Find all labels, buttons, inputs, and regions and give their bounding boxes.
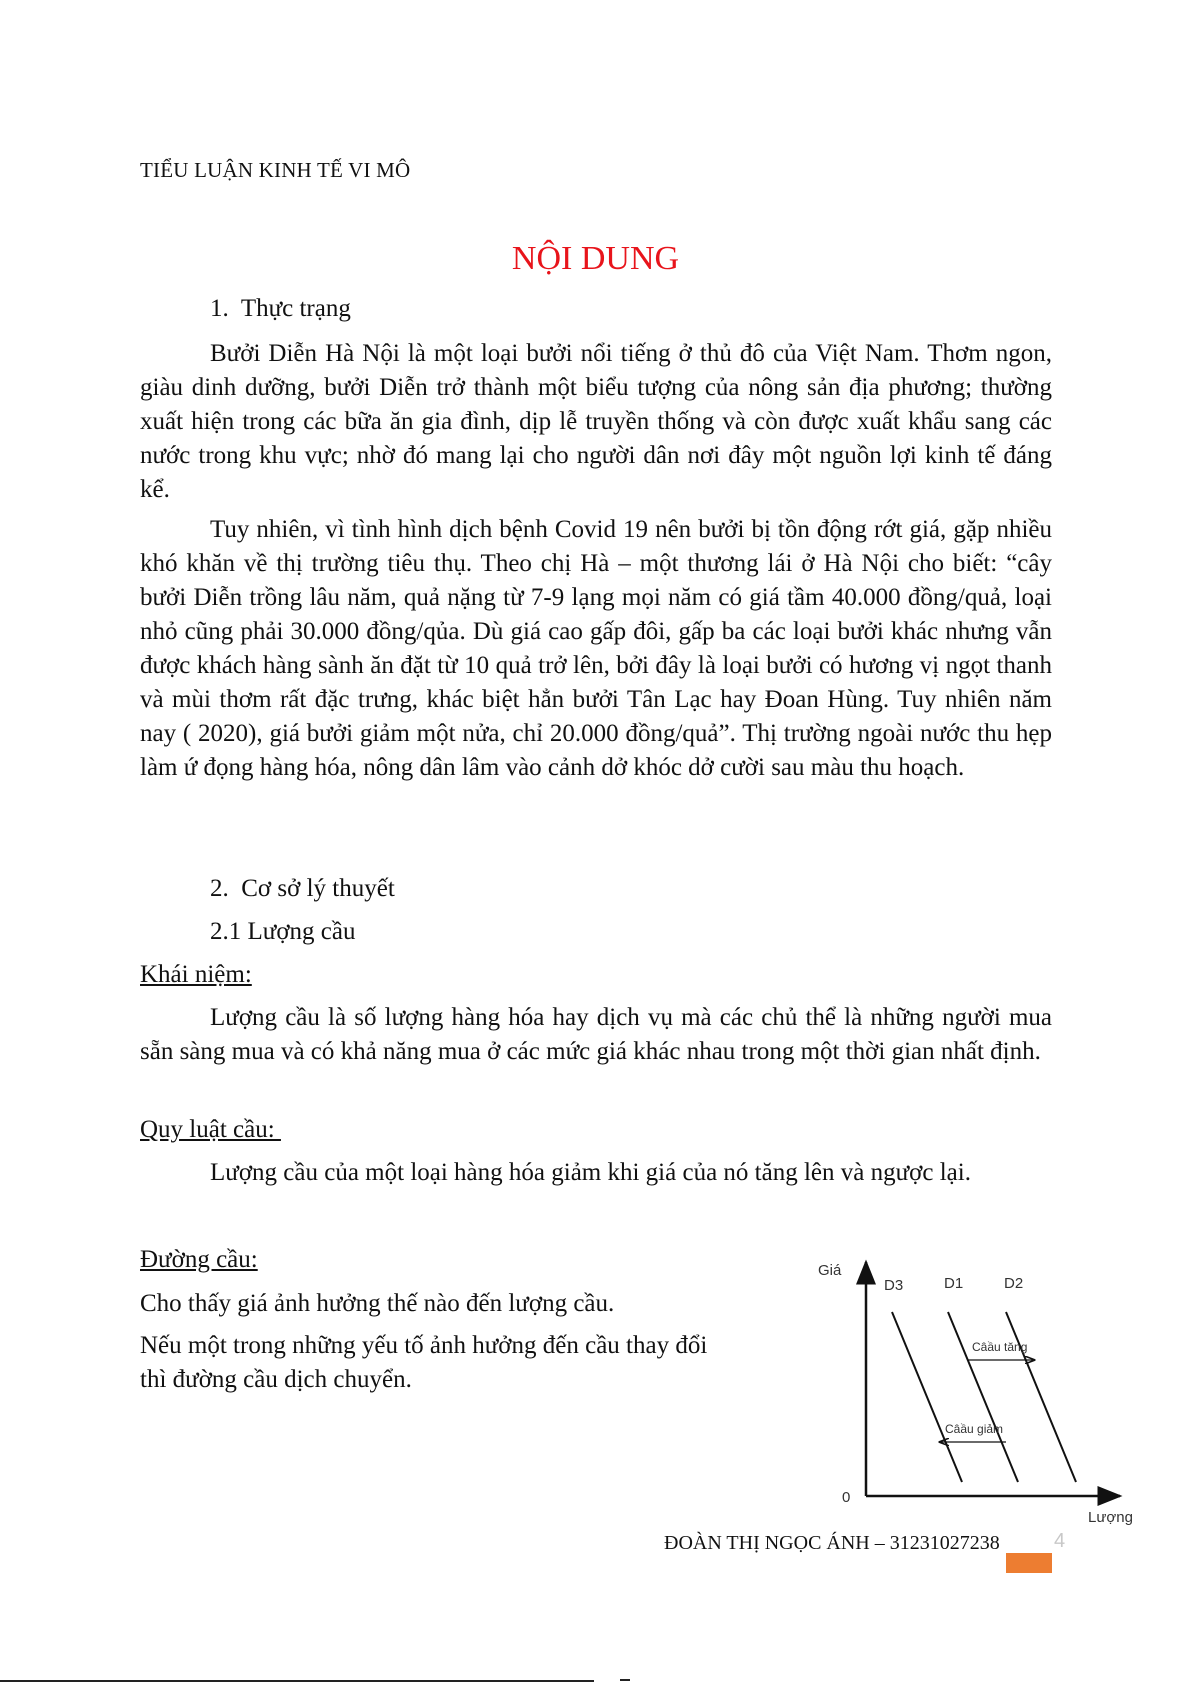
page-number: 4	[1054, 1530, 1066, 1552]
footer-author: ĐOÀN THỊ NGỌC ÁNH – 31231027238	[664, 1532, 1000, 1554]
page-title: NỘI DUNG	[511, 240, 680, 277]
demand-curve-d2	[1006, 1312, 1076, 1482]
origin-label: 0	[842, 1489, 851, 1506]
demand-curve-d1	[948, 1312, 1018, 1482]
section-1-title: Thực trạng	[240, 295, 351, 322]
demand-curve-chart	[810, 1250, 1150, 1530]
curve-description-1: Cho thấy giá ảnh hưởng thế nào đến lượng cầu.	[140, 1290, 615, 1317]
section-2-number: 2.	[210, 875, 229, 902]
section-2-heading	[210, 875, 395, 903]
footer-accent-bar	[1006, 1553, 1052, 1573]
subsection-2-1-heading: 2.1 Lượng cầu	[210, 918, 356, 945]
concept-text: Lượng cầu là số lượng hàng hóa hay dịch vụ mà các chủ thể là những người mua sẵn sàng mua và có khả năng mua ở các mức giá khác nhau trong một thời gian nhất định.	[140, 1004, 1052, 1065]
section-1-heading	[210, 295, 351, 323]
demand-curves	[892, 1312, 1076, 1482]
curve-label: Đường cầu:	[140, 1246, 258, 1273]
section-2-title: Cơ sở lý thuyết	[241, 875, 395, 902]
annotation-decrease: Câầu giảm	[945, 1422, 1004, 1436]
demand-curve-d3	[892, 1312, 962, 1482]
section-1-number: 1.	[210, 295, 229, 322]
page-header: TIỂU LUẬN KINH TẾ VI MÔ	[140, 158, 411, 182]
bottom-rule	[0, 1680, 594, 1682]
annotation-increase: Câầu tăng	[972, 1340, 1028, 1354]
law-label: Quy luật cầu:	[140, 1116, 281, 1143]
concept-label: Khái niệm:	[140, 961, 252, 988]
law-text: Lượng cầu của một loại hàng hóa giảm khi giá của nó tăng lên và ngược lại.	[210, 1159, 971, 1186]
y-axis-label: Giá	[818, 1262, 842, 1279]
bottom-mark	[620, 1679, 630, 1681]
concept-body	[140, 1001, 1052, 1069]
x-axis-label: Lượng	[1088, 1509, 1133, 1526]
series-label-d3: D3	[884, 1277, 904, 1294]
curve-description-2-line-2: thì đường cầu dịch chuyển.	[140, 1366, 412, 1393]
paragraph-intro: Bưởi Diễn Hà Nội là một loại bưởi nổi tiếng ở thủ đô của Việt Nam. Thơm ngon, giàu dinh dưỡng, bưởi Diễn trở thành một biểu tượng của nông sản địa phương; thường xuất hiện trong các bữa ăn gia đình, dịp lễ truyền thống và còn được xuất khẩu sang các nước trong khu vực; nhờ đó mang lại cho người dân nơi đây một nguồn lợi kinh tế đáng kể.	[140, 340, 1052, 503]
curve-description-2-line-1: Nếu một trong những yếu tố ảnh hưởng đến cầu thay đổi	[140, 1332, 708, 1359]
series-label-d1: D1	[944, 1275, 964, 1292]
series-label-d2: D2	[1004, 1275, 1024, 1292]
section-1-body	[140, 337, 1052, 785]
paragraph-covid: Tuy nhiên, vì tình hình dịch bệnh Covid 19 nên bưởi bị tồn động rớt giá, gặp nhiều khó khăn về thị trường tiêu thụ. Theo chị Hà – một thương lái ở Hà Nội cho biết: “cây bưởi Diễn trồng lâu năm, quả nặng từ 7-9 lạng mọi năm có giá tầm 40.000 đồng/quả, loại nhỏ cũng phải 30.000 đồng/qủa. Dù giá cao gấp đôi, gấp ba các loại bưởi khác nhưng vẫn được khách hàng sành ăn đặt từ 10 quả trở lên, bởi đây là loại bưởi có hương vị ngọt thanh và mùi thơm rất đặc trưng, khác biệt hẳn bưởi Tân Lạc hay Đoan Hùng. Tuy nhiên năm nay ( 2020), giá bưởi giảm một nửa, chỉ 20.000 đồng/quả”. Thị trường ngoài nước thu hẹp làm ứ đọng hàng hóa, nông dân lâm vào cảnh dở khóc dở cười sau màu thu hoạch.	[140, 516, 1052, 781]
curve-description-2	[140, 1329, 707, 1397]
